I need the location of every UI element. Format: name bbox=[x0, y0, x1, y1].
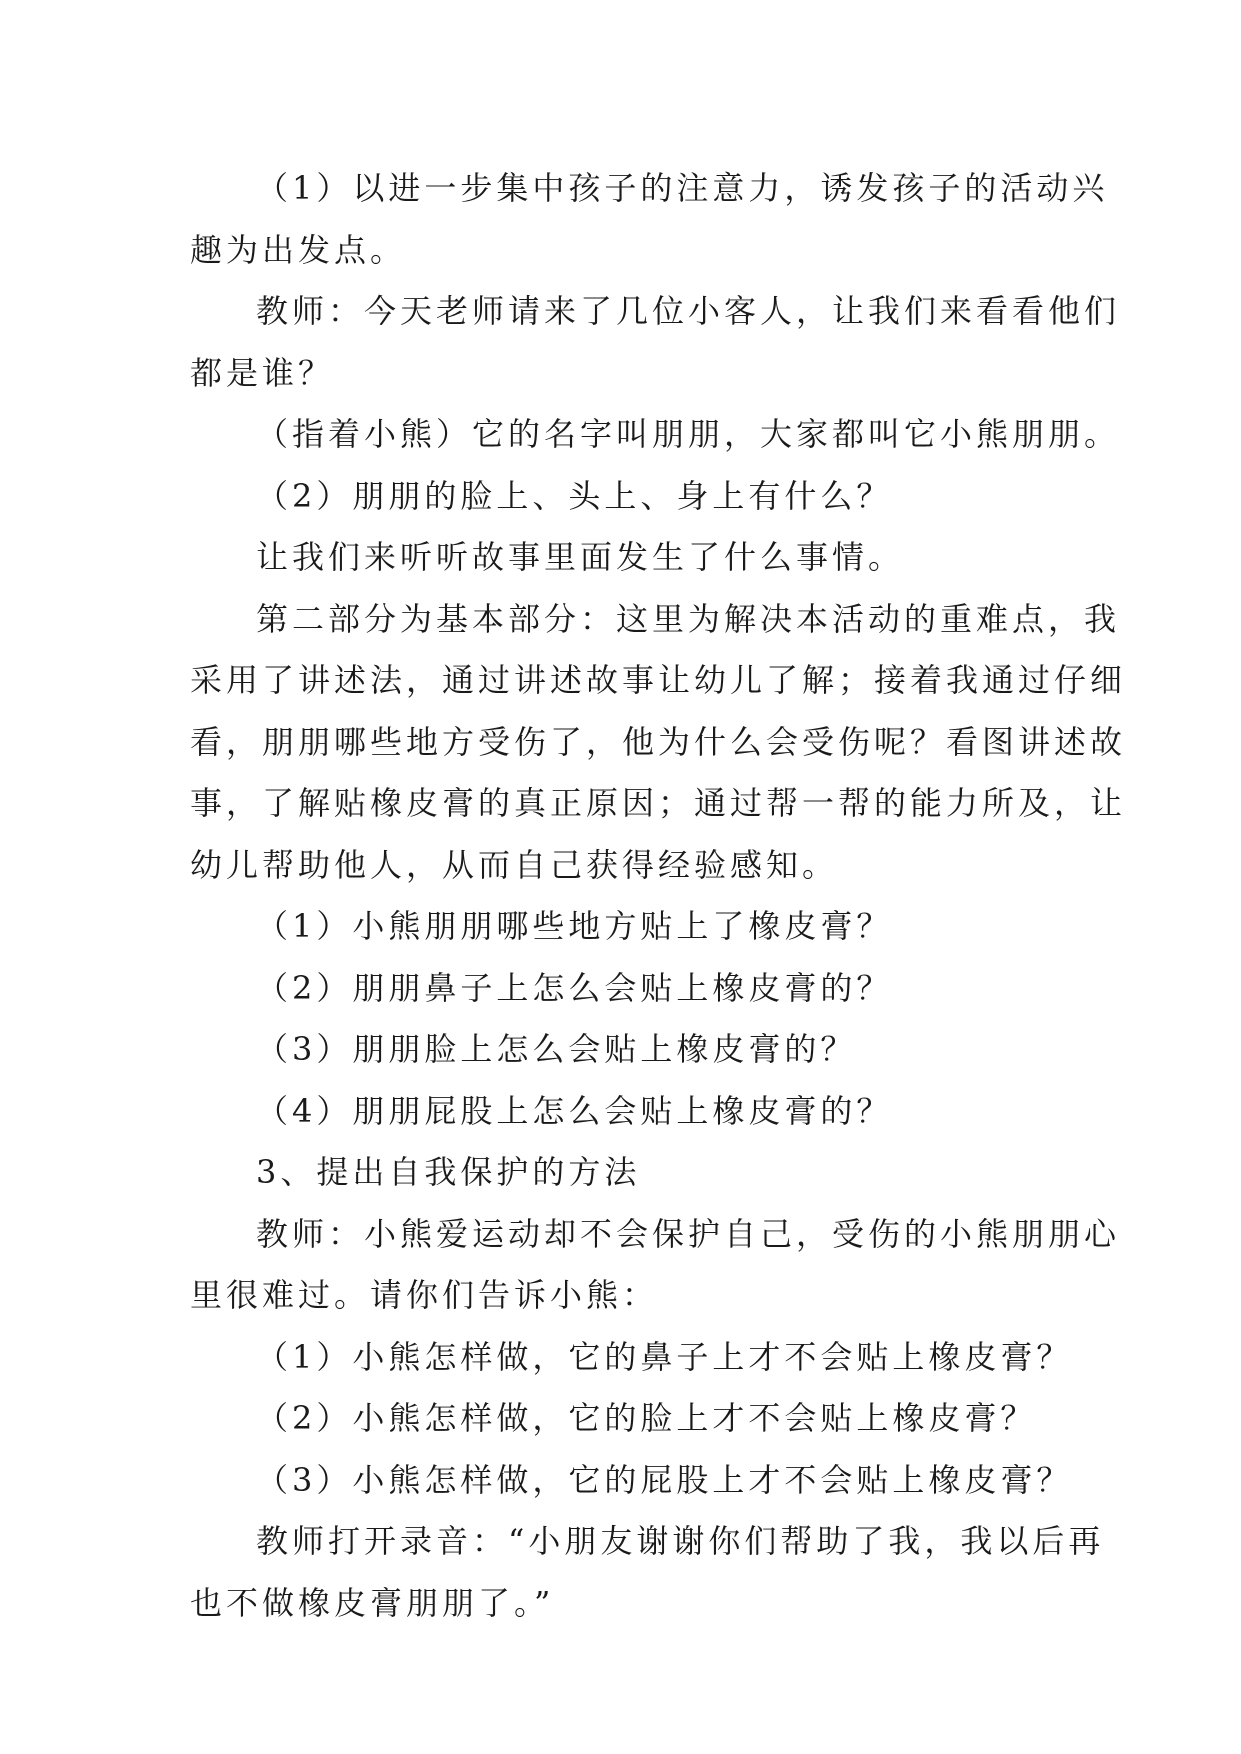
text-line: （1）以进一步集中孩子的注意力，诱发孩子的活动兴 bbox=[256, 169, 1109, 207]
text-line: （3）朋朋脸上怎么会贴上橡皮膏的？ bbox=[256, 1030, 857, 1068]
text-line: 教师：今天老师请来了几位小客人，让我们来看看他们 bbox=[256, 292, 1121, 330]
text-line: 事，了解贴橡皮膏的真正原因；通过帮一帮的能力所及，让 bbox=[190, 784, 1127, 822]
text-line: 让我们来听听故事里面发生了什么事情。 bbox=[256, 538, 905, 576]
text-line: （指着小熊）它的名字叫朋朋，大家都叫它小熊朋朋。 bbox=[256, 415, 1121, 453]
text-line: 也不做橡皮膏朋朋了。” bbox=[190, 1583, 555, 1622]
text-line: 趣为出发点。 bbox=[190, 230, 407, 269]
text-line: （1）小熊朋朋哪些地方贴上了橡皮膏？ bbox=[256, 907, 893, 945]
text-line: （3）小熊怎样做，它的屁股上才不会贴上橡皮膏？ bbox=[256, 1460, 1073, 1499]
text-line: 教师：小熊爱运动却不会保护自己，受伤的小熊朋朋心 bbox=[256, 1214, 1121, 1253]
text-line: （1）小熊怎样做，它的鼻子上才不会贴上橡皮膏？ bbox=[256, 1337, 1073, 1376]
body-text bbox=[190, 158, 1127, 1634]
section-heading: 3、提出自我保护的方法 bbox=[256, 1153, 641, 1191]
text-line: （2）朋朋鼻子上怎么会贴上橡皮膏的？ bbox=[256, 968, 893, 1007]
text-line: 教师打开录音：“小朋友谢谢你们帮助了我，我以后再 bbox=[256, 1522, 1105, 1560]
text-line: （2）朋朋的脸上、头上、身上有什么？ bbox=[256, 476, 893, 515]
text-line: 采用了讲述法，通过讲述故事让幼儿了解；接着我通过仔细 bbox=[190, 661, 1127, 699]
text-line: 里很难过。请你们告诉小熊： bbox=[190, 1276, 659, 1314]
text-line: 第二部分为基本部分：这里为解决本活动的重难点，我 bbox=[256, 599, 1121, 638]
text-line: 幼儿帮助他人，从而自己获得经验感知。 bbox=[190, 845, 839, 884]
text-line: （4）朋朋屁股上怎么会贴上橡皮膏的？ bbox=[256, 1091, 893, 1130]
text-line: （2）小熊怎样做，它的脸上才不会贴上橡皮膏？ bbox=[256, 1399, 1037, 1437]
text-line: 看，朋朋哪些地方受伤了，他为什么会受伤呢？看图讲述故 bbox=[190, 722, 1127, 761]
text-line: 都是谁？ bbox=[190, 353, 335, 392]
